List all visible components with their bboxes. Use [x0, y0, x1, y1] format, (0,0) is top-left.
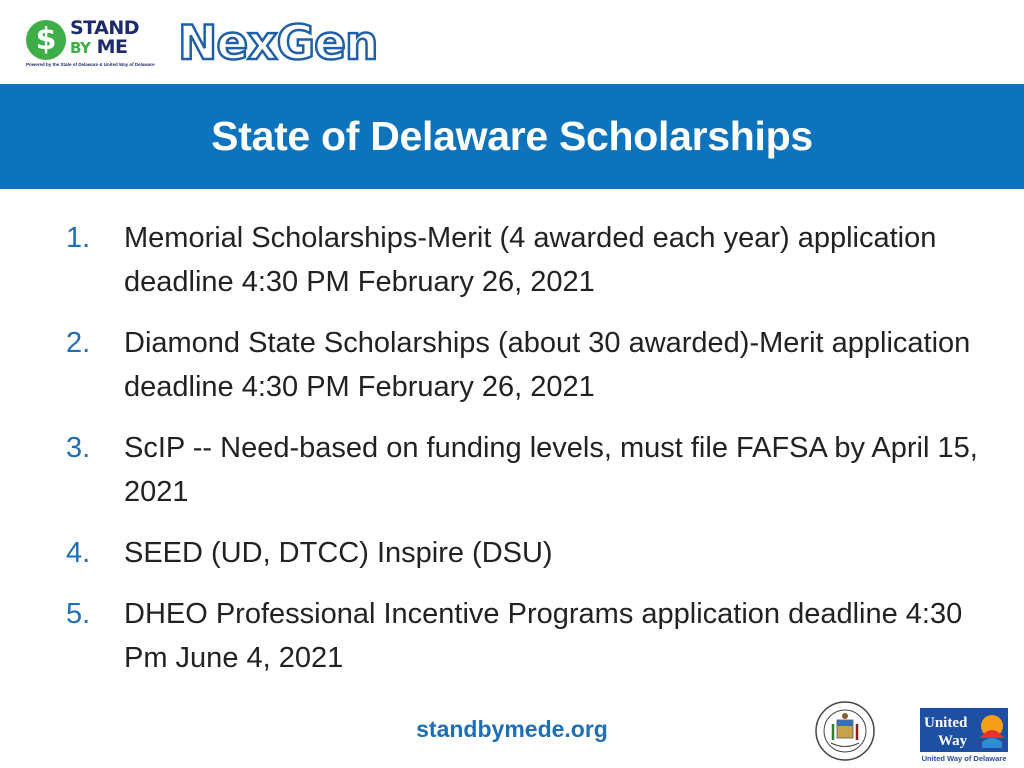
- list-item: [66, 426, 986, 514]
- stand-by-me-line2: BY ME: [70, 36, 128, 58]
- stand-by-me-dollar-icon: $: [26, 20, 66, 60]
- list-item: [66, 592, 986, 680]
- stand-by-me-line1: STAND: [70, 17, 140, 39]
- list-text: Memorial Scholarships-Merit (4 awarded each year) application deadline 4:30 PM February 26, 2021: [124, 222, 937, 298]
- list-item: [66, 321, 986, 409]
- uw-caption: United Way of Delaware: [921, 754, 1007, 763]
- list-item: [66, 531, 986, 575]
- scholarship-list: [66, 216, 986, 697]
- list-item: [66, 216, 986, 304]
- page-title: State of Delaware Scholarships: [211, 113, 813, 159]
- list-number: 4.: [66, 537, 91, 569]
- delaware-state-seal-icon: [814, 700, 876, 762]
- powered-by-text: Powered by the State of Delaware & United Way of Delaware: [26, 62, 155, 67]
- list-text: Diamond State Scholarships (about 30 awarded)-Merit application deadline 4:30 PM February 26, 2021: [124, 327, 971, 403]
- list-number: 1.: [66, 222, 91, 254]
- list-text: ScIP -- Need-based on funding levels, must file FAFSA by April 15, 2021: [124, 432, 978, 508]
- list-number: 2.: [66, 327, 91, 359]
- list-number: 5.: [66, 598, 91, 630]
- footer-url-link[interactable]: standbymede.org: [416, 716, 608, 742]
- list-text: SEED (UD, DTCC) Inspire (DSU): [124, 537, 553, 569]
- uw-line1: United: [924, 715, 968, 731]
- united-way-logo: [920, 708, 1008, 764]
- uw-line2: Way: [938, 733, 968, 749]
- title-banner: [0, 84, 1024, 189]
- nexgen-logo: NexGen: [178, 16, 378, 71]
- list-number: 3.: [66, 432, 91, 464]
- stand-by-me-logo: [70, 19, 170, 58]
- list-text: DHEO Professional Incentive Programs application deadline 4:30 Pm June 4, 2021: [124, 598, 963, 674]
- header-logos: [26, 16, 378, 72]
